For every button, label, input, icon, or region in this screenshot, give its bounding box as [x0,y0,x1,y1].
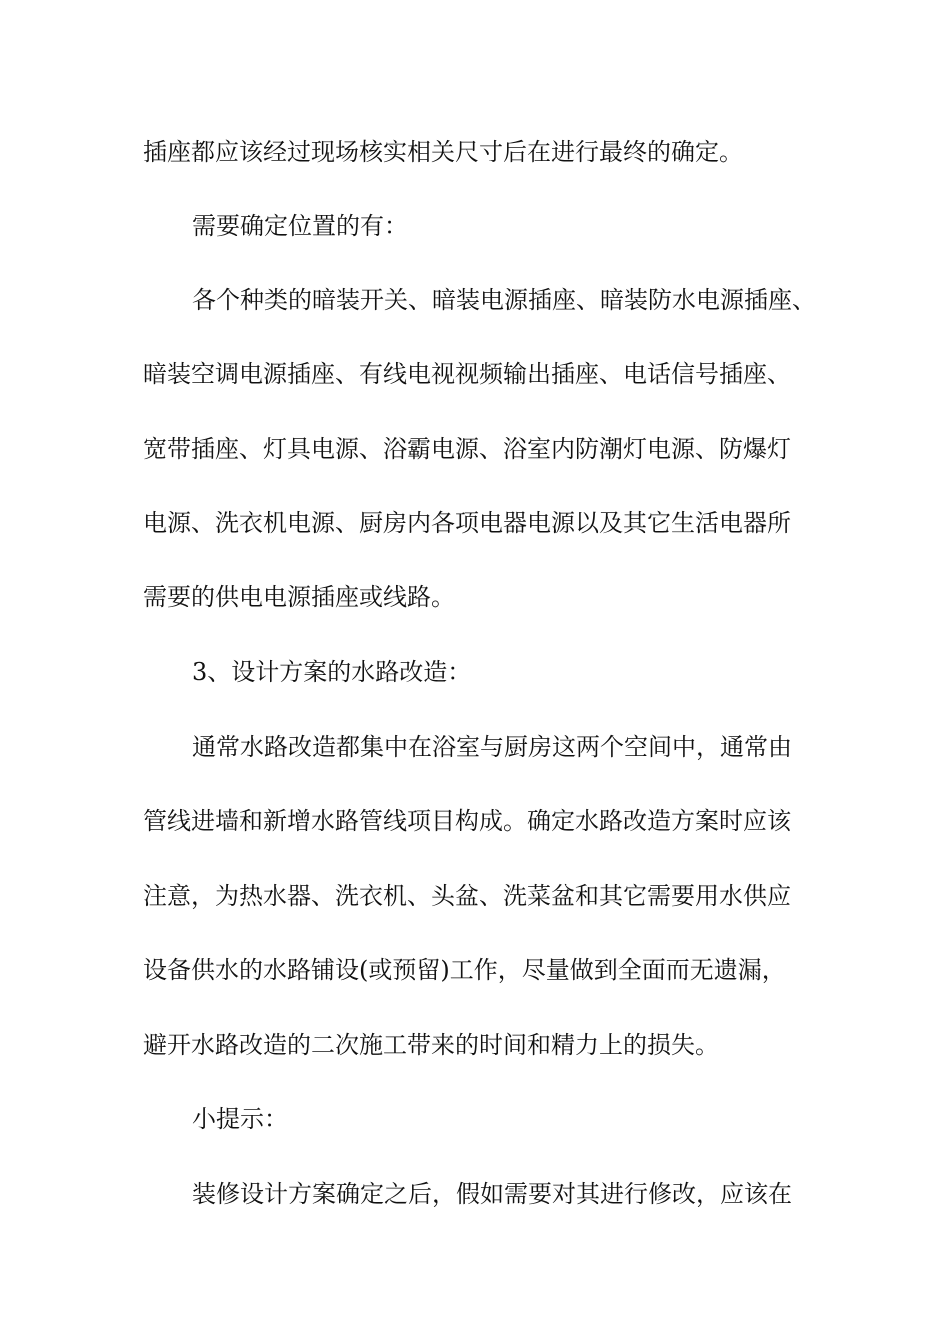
text-line: 需要的供电电源插座或线路。 [143,583,455,611]
text-line: 管线进墙和新增水路管线项目构成。确定水路改造方案时应该 [143,807,791,835]
text-line: 注意，为热水器、洗衣机、头盆、洗菜盆和其它需要用水供应 [143,882,791,910]
text-line: 需要确定位置的有： [192,212,408,240]
text-line: 各个种类的暗装开关、暗装电源插座、暗装防水电源插座、 [192,286,816,314]
text-line: 避开水路改造的二次施工带来的时间和精力上的损失。 [143,1031,719,1059]
tip-heading: 小提示： [192,1105,288,1133]
text-line: 设备供水的水路铺设(或预留)工作，尽量做到全面而无遗漏， [143,956,786,984]
text-line: 电源、洗衣机电源、厨房内各项电器电源以及其它生活电器所 [143,509,791,537]
section-heading: 3、设计方案的水路改造： [192,658,472,686]
text-line: 通常水路改造都集中在浴室与厨房这两个空间中，通常由 [192,733,792,761]
text-line: 插座都应该经过现场核实相关尺寸后在进行最终的确定。 [143,138,743,166]
text-line: 装修设计方案确定之后，假如需要对其进行修改，应该在 [192,1180,792,1208]
text-line: 暗装空调电源插座、有线电视视频输出插座、电话信号插座、 [143,360,791,388]
text-line: 宽带插座、灯具电源、浴霸电源、浴室内防潮灯电源、防爆灯 [143,435,791,463]
